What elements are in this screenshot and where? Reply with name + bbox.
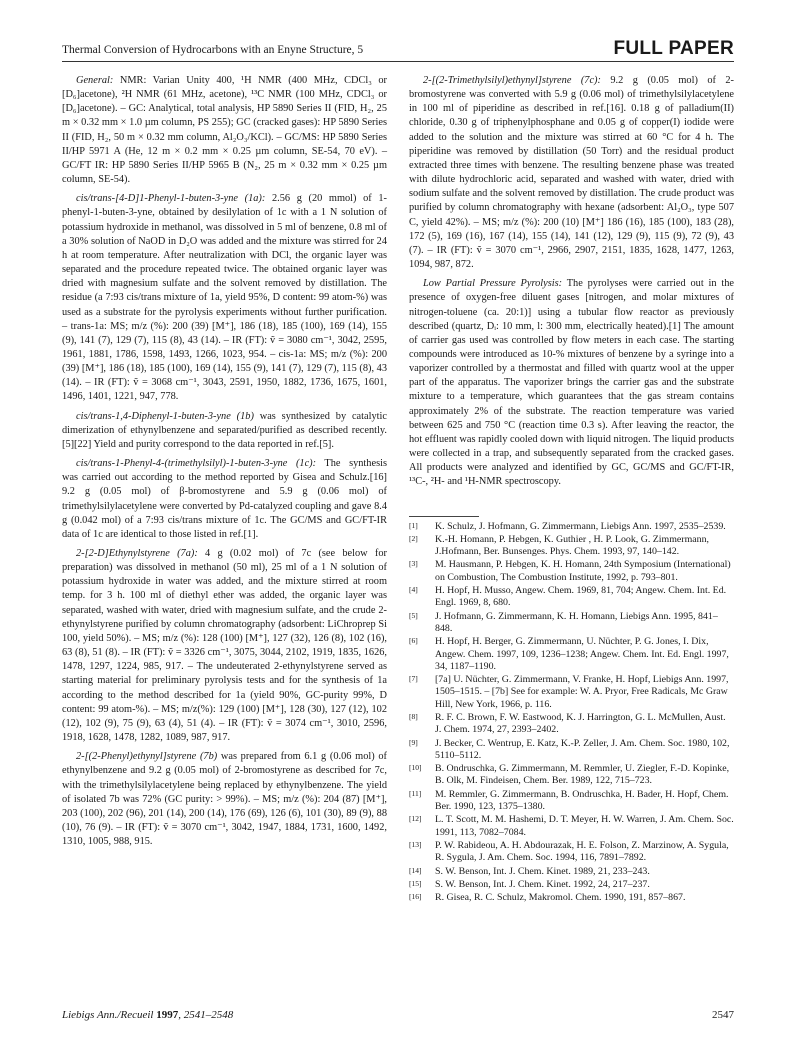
- reference-item: [409, 814, 734, 839]
- reference-number: [14]: [409, 865, 422, 875]
- page-number: 2547: [712, 1009, 734, 1021]
- reference-text: [7a] U. Nüchter, G. Zimmermann, V. Franke, H. Hopf, Liebigs Ann. 1997, 1505–1515. – [7b] See for example: W. A. Pryor, Free Radicals, Mc Graw Hill, New York, 1966, p. 116.: [435, 674, 729, 710]
- reference-text: J. Hofmann, G. Zimmermann, K. H. Homann, Liebigs Ann. 1995, 841–848.: [435, 610, 718, 634]
- reference-number: [10]: [409, 763, 422, 773]
- paragraph-heading: cis/trans-[4-D]1-Phenyl-1-buten-3-yne (1a):: [76, 193, 266, 205]
- reference-number: [7]: [409, 674, 418, 684]
- paragraph: [62, 410, 387, 452]
- paragraph-text: was prepared from 6.1 g (0.06 mol) of ethynylbenzene and 9.2 g (0.05 mol) of 2-bromostyrene as described for 7c, with the trimethylsilylacetylene being replaced by ethynylbenzene. The yield of isolated 7b was 72% (GC purity: > 99%). – MS; m/z (%): 204 (87) [M⁺], 203 (100), 202 (96), 201 (14), 200 (14), 176 (69), 126 (6), 101 (30), 89 (9), 88 (10), 76 (9). – IR (FT): ṽ = 3070 cm⁻¹, 3042, 1947, 1884, 1731, 1600, 1492, 1310, 1005, 988, 915.: [62, 751, 388, 848]
- paragraph-heading: cis/trans-1-Phenyl-4-(trimethylsilyl)-1-buten-3-yne (1c):: [76, 458, 317, 470]
- reference-text: S. W. Benson, Int. J. Chem. Kinet. 1989, 21, 233–243.: [435, 865, 650, 877]
- reference-text: L. T. Scott, M. M. Hashemi, D. T. Meyer, H. W. Warren, J. Am. Chem. Soc. 1991, 113, 7082–7084.: [435, 814, 734, 838]
- reference-text: B. Ondruschka, G. Zimmermann, M. Remmler, U. Ziegler, F.-D. Kopinke, B. Olk, M. Findeisen, Chem. Ber. 1989, 122, 715–723.: [435, 763, 730, 787]
- paragraph: [62, 457, 387, 542]
- reference-number: [3]: [409, 559, 418, 569]
- reference-number: [11]: [409, 788, 422, 798]
- reference-number: [12]: [409, 814, 422, 824]
- header-rule: [62, 61, 734, 62]
- paragraph: [62, 74, 387, 187]
- reference-item: [409, 559, 734, 584]
- reference-text: M. Hausmann, P. Hebgen, K. H. Homann, 24th Symposium (International) on Combustion, The Combustion Institute, 1992, p. 793–801.: [435, 559, 731, 583]
- reference-number: [2]: [409, 533, 418, 543]
- reference-text: P. W. Rabideou, A. H. Abdourazak, H. E. Folson, Z. Marzinow, A. Sygula, R. Sygula, J. Am. Chem. Soc. 1994, 116, 7891–7892.: [435, 839, 729, 864]
- paragraph: [62, 192, 387, 404]
- paragraph-heading: Low Partial Pressure Pyrolysis:: [423, 278, 563, 290]
- reference-number: [5]: [409, 610, 418, 620]
- reference-item: [409, 534, 734, 559]
- paragraph-text: 4 g (0.02 mol) of 7c (see below for preparation) was dissolved in methanol (50 ml), 25 ml of a 1 N solution of potassium hydroxide in water was added, and the mixture stirred at room temp. for 3 h. 100 ml of diethyl ether was added, the organic layer was separated, washed with water, dried with magnesium sulfate, and the crude 2-ethynylstyrene purified by column chromatography (adsorbent: LiChroprep Si 100, yield 50%). – MS; m/z (%): 128 (100) [M⁺], 127 (32), 126 (8), 102 (16), 63 (8), 51 (8). – IR (FT): ṽ = 3326 cm⁻¹, 3075, 3044, 2102, 1919, 1835, 1626, 1478, 1297, 1224, 985, 917. – The undeuterated 2-ethynylstyrene served as starting material for preliminary pyrolysis tests and for the synthesis of 1a according to the method described for 1a (yield 90%, GC-purity 99%, D content: 99 atom-%). – MS; m/z(%): 129 (100) [M⁺], 128 (30), 127 (12), 102 (12), 102 (9), 75 (9), 63 (4), 51 (4). – IR (FT): ṽ = 3074 cm⁻¹, 3010, 2596, 1918, 1628, 1478, 1282, 1089, 987, 917.: [62, 548, 387, 744]
- reference-text: K.-H. Homann, P. Hebgen, K. Guthier , H. P. Look, G. Zimmermann, J.Hofmann, Ber. Bunsenges. Phys. Chem. 1993, 97, 140–142.: [435, 533, 709, 558]
- reference-number: [15]: [409, 878, 422, 888]
- left-column: [62, 74, 387, 854]
- paragraph-heading: General:: [76, 75, 114, 86]
- paragraph: [409, 74, 734, 272]
- reference-item: [409, 789, 734, 814]
- paragraph: [409, 277, 734, 489]
- paragraph-text: The pyrolyses were carried out in the presence of oxygen-free diluent gases [nitrogen, and molar mixtures of nitrogen-toluene (ca. 20:1)] using a tubular flow reactor as previously described (quartz, Dᵢ: 10 mm, l: 300 mm, electrically heated).[1] The amount of carrier gas used was controlled by flow meters in each case. The starting compounds were introduced as 10-% mixtures of benzene by a syringe into a vaporizer controlled by a thermostat and filled with quartz wool at the upper part of the apparatus. The vaporizer brings the carrier gas and the substrate mixture to a temperature, which guarantees that the gas stream contains approximately 2% of the substrate. The reaction temperature was varied between 625 and 750 °C (reaction time 0.3 s). After leaving the reactor, the hot effluent was rapidly cooled down with liquid nitrogen. The liquid products were collected in a trap, and subsequently separated from the cracked gases. All products were analyzed and identified by GC, GC/MS and GC/FT-IR, ¹³C-, ²H- and ¹H-NMR spectroscopy.: [409, 278, 734, 488]
- paragraph-text: 2.56 g (20 mmol) of 1-phenyl-1-buten-3-yne, obtained by desilylation of 1c with a 1 N solution of potassium hydroxide in methanol, was dissolved in 5 ml of benzene, 0.8 ml of a 30% solution of NaOD in D₂O was added and the mixture was stirred for 24 h at room temperature. After neutralization with DCl, the organic layer was separated and the procedure repeated twice. The obtained organic layer was dried with magnesium sulfate and the solvent removed by distillation. The residue (a 7:93 cis/trans mixture of 1a, yield 95%, D content: 99 atom-%) was used as a substrate for the pyrolysis experiments without further purification. – trans-1a: MS; m/z (%): 200 (39) [M⁺], 186 (18), 185 (100), 169 (14), 155 (9), 141 (7), 129 (7), 115 (8), 43 (14). – IR (FT): ṽ = 3080 cm⁻¹, 3042, 2595, 1961, 1881, 1786, 1598, 1493, 1266, 1023, 954. – cis-1a: MS; m/z (%): 200 (39) [M⁺], 186 (18), 185 (100), 169 (14), 155 (9), 141 (7), 129 (7), 115 (8), 43 (14). – IR (FT): ṽ = 3068 cm⁻¹, 3043, 2591, 1950, 1882, 1736, 1675, 1601, 1496, 1401, 1221, 947, 778.: [62, 193, 387, 403]
- paragraph-heading: 2-[2-D]Ethynylstyrene (7a):: [76, 548, 198, 559]
- journal-citation: [62, 1009, 233, 1021]
- paragraph-heading: 2-[(2-Phenyl)ethynyl]styrene (7b): [76, 751, 218, 763]
- running-title: Thermal Conversion of Hydrocarbons with an Enyne Structure, 5: [62, 44, 364, 56]
- journal-pages: , 2541–2548: [178, 1009, 234, 1021]
- reference-text: M. Remmler, G. Zimmermann, B. Ondruschka, H. Bader, H. Hopf, Chem. Ber. 1990, 123, 1375–1380.: [435, 788, 729, 813]
- page-header: [62, 38, 734, 62]
- right-column: [409, 74, 734, 905]
- right-paragraphs: [409, 74, 734, 490]
- reference-text: R. F. C. Brown, F. W. Eastwood, K. J. Harrington, G. L. McMullen, Aust. J. Chem. 1974, 27, 2393–2402.: [435, 711, 726, 736]
- reference-list: [409, 521, 734, 905]
- reference-item: [409, 840, 734, 865]
- reference-item: [409, 585, 734, 610]
- paragraph-text: 9.2 g (0.05 mol) of 2-bromostyrene was converted with 5.9 g (0.06 mol) of trimethylsilylacetylene in 100 ml of piperidine as described in ref.[16]. 0.18 g of palladium(II) chloride, 0.30 g of triphenylphosphane and 0.05 g of copper(I) iodide were added to the solution and the mixture was stirred at 60 °C for 4 h. The piperidine was removed by distillation (50 Torr) and the residual product extracted three times with benzene. The resulting benzene phase was treated with dilute hydrochloric acid, separated and washed with water, dried with sodium sulfate and the solvent removed by distillation. The crude product was purified by column chromatography with hexane (adsorbent: Al₂O₃, type 507 C, yield 42%). – MS; m/z (%): 200 (10) [M⁺] 186 (16), 185 (100), 183 (28), 172 (5), 169 (16), 167 (14), 155 (14), 141 (12), 129 (9), 115 (9), 72 (9), 43 (7). – IR (FT): ṽ = 3070 cm⁻¹, 2966, 2907, 2151, 1835, 1628, 1477, 1263, 1094, 987, 872.: [409, 75, 734, 271]
- reference-number: [8]: [409, 711, 418, 721]
- reference-item: [409, 521, 734, 533]
- reference-number: [13]: [409, 839, 422, 849]
- reference-item: [409, 674, 734, 711]
- paragraph-text: The synthesis was carried out according to the method reported by Gisea and Schulz.[16] 9.2 g (0.05 mol) of β-bromostyrene and 5.9 g (0.06 mol) of trimethylsilylacetylene were converted by Pd-catalyzed coupling and gave 8.4 g (0.042 mol) of a 7:93 cis/trans mixture of 1c. The GC/MS and GC/FT-IR data of 1c are identical to those listed in ref.[1].: [62, 458, 387, 540]
- reference-number: [6]: [409, 636, 418, 646]
- section-label: FULL PAPER: [613, 38, 734, 59]
- paragraph-heading: 2-[(2-Trimethylsilyl)ethynyl]styrene (7c):: [423, 75, 601, 86]
- reference-number: [4]: [409, 585, 418, 595]
- reference-item: [409, 892, 734, 904]
- paragraph-heading: cis/trans-1,4-Diphenyl-1-buten-3-yne (1b): [76, 410, 254, 422]
- reference-number: [1]: [409, 520, 418, 530]
- journal-year: 1997: [156, 1009, 179, 1021]
- reference-item: [409, 611, 734, 636]
- reference-text: K. Schulz, J. Hofmann, G. Zimmermann, Liebigs Ann. 1997, 2535–2539.: [435, 520, 726, 532]
- reference-text: S. W. Benson, Int. J. Chem. Kinet. 1992, 24, 217–237.: [435, 878, 650, 890]
- reference-item: [409, 866, 734, 878]
- footnote-rule: [409, 516, 479, 517]
- reference-text: H. Hopf, H. Musso, Angew. Chem. 1969, 81, 704; Angew. Chem. Int. Ed. Engl. 1969, 8, 680.: [435, 585, 727, 609]
- reference-text: H. Hopf, H. Berger, G. Zimmermann, U. Nüchter, P. G. Jones, I. Dix, Angew. Chem. 1997, 109, 1236–1238; Angew. Chem. Int. Ed. Engl. 1997, 34, 1187–1190.: [435, 636, 729, 672]
- reference-item: [409, 763, 734, 788]
- reference-number: [16]: [409, 892, 422, 902]
- paragraph: [62, 750, 387, 849]
- reference-item: [409, 879, 734, 891]
- reference-text: R. Gisea, R. C. Schulz, Makromol. Chem. 1990, 191, 857–867.: [435, 892, 686, 904]
- paragraph-text: was synthesized by catalytic dimerization of ethynylbenzene and separated/purified as described recently.[5][22] Yield and purity correspond to the data reported in ref.[5].: [62, 410, 387, 450]
- journal-name: Liebigs Ann./Recueil: [62, 1009, 154, 1021]
- reference-item: [409, 636, 734, 673]
- reference-text: J. Becker, C. Wentrup, E. Katz, K.-P. Zeller, J. Am. Chem. Soc. 1980, 102, 5110–5112.: [435, 737, 730, 761]
- paragraph-text: NMR: Varian Unity 400, ¹H NMR (400 MHz, CDCl₃ or [D₆]acetone), ²H NMR (61 MHz, acetone), ¹³C NMR (100 MHz, CDCl₃ or [D₆]acetone). – GC: Analytical, total analysis, HP 5890 Series II (FID, H₂, 25 m × 0.32 mm × 1.0 µm column, PS 255); GC (cracked gases): HP 5890 Series II (FID, H₂, 50 m × 0.32 mm column, Al₂O₃/KCl). – GC/MS: HP 5890 Series II/HP 5971 A (He, 12 m × 0.2 mm × 0.25 µm column, SE-54, 70 eV). – GC/FT IR: HP 5890 Series II/HP 5965 B (N₂, 25 m × 0.32 mm × 0.25 µm column, SE-54).: [62, 75, 387, 186]
- reference-item: [409, 738, 734, 763]
- reference-number: [9]: [409, 737, 418, 747]
- paragraph: [62, 547, 387, 745]
- reference-item: [409, 712, 734, 737]
